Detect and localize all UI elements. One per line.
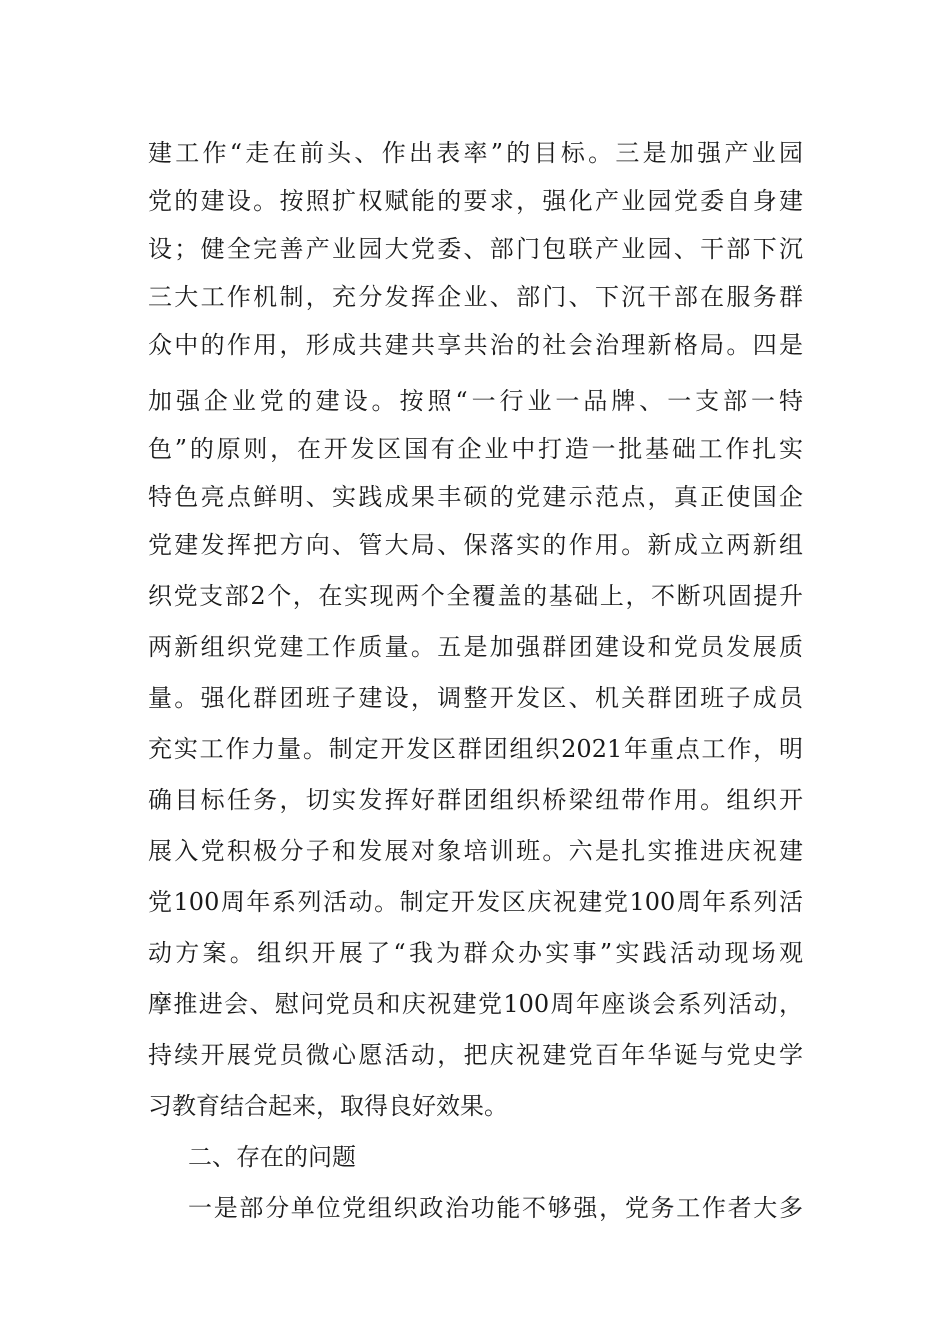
- body-text-line-last: 习教育结合起来，取得良好效果。: [148, 1092, 508, 1120]
- body-text-line: 量。强化群团班子建设，调整开发区、机关群团班子成员: [148, 684, 803, 712]
- body-text-line: 三大工作机制，充分发挥企业、部门、下沉干部在服务群: [148, 283, 803, 311]
- body-text-line: 摩推进会、慰问党员和庆祝建党100周年座谈会系列活动，: [148, 990, 803, 1018]
- body-text-line: 展入党积极分子和发展对象培训班。六是扎实推进庆祝建: [148, 837, 803, 865]
- section-heading: 二、存在的问题: [188, 1143, 356, 1171]
- body-text-line: 党100周年系列活动。制定开发区庆祝建党100周年系列活: [148, 888, 803, 916]
- body-text-line: 充实工作力量。制定开发区群团组织2021年重点工作，明: [148, 735, 803, 763]
- body-text-line: 加强企业党的建设。按照“一行业一品牌、一支部一特: [148, 387, 803, 415]
- body-text-line: 两新组织党建工作质量。五是加强群团建设和党员发展质: [148, 633, 803, 661]
- body-text-line: 党建发挥把方向、管大局、保落实的作用。新成立两新组: [148, 531, 803, 559]
- body-text-line: 设；健全完善产业园大党委、部门包联产业园、干部下沉: [148, 235, 803, 263]
- body-text-line: 色”的原则，在开发区国有企业中打造一批基础工作扎实: [148, 435, 803, 463]
- body-text-line: 党的建设。按照扩权赋能的要求，强化产业园党委自身建: [148, 187, 803, 215]
- body-text-line: 织党支部2个，在实现两个全覆盖的基础上，不断巩固提升: [148, 582, 803, 610]
- body-text-line: 持续开展党员微心愿活动，把庆祝建党百年华诞与党史学: [148, 1041, 803, 1069]
- body-text-line: 确目标任务，切实发挥好群团组织桥梁纽带作用。组织开: [148, 786, 803, 814]
- body-text-line: 众中的作用，形成共建共享共治的社会治理新格局。四是: [148, 331, 803, 359]
- body-text-line: 动方案。组织开展了“我为群众办实事”实践活动现场观: [148, 939, 803, 967]
- body-text-line: 特色亮点鲜明、实践成果丰硕的党建示范点，真正使国企: [148, 483, 803, 511]
- body-text-line: 一是部分单位党组织政治功能不够强，党务工作者大多: [188, 1194, 803, 1222]
- body-text-line: 建工作“走在前头、作出表率”的目标。三是加强产业园: [148, 139, 803, 167]
